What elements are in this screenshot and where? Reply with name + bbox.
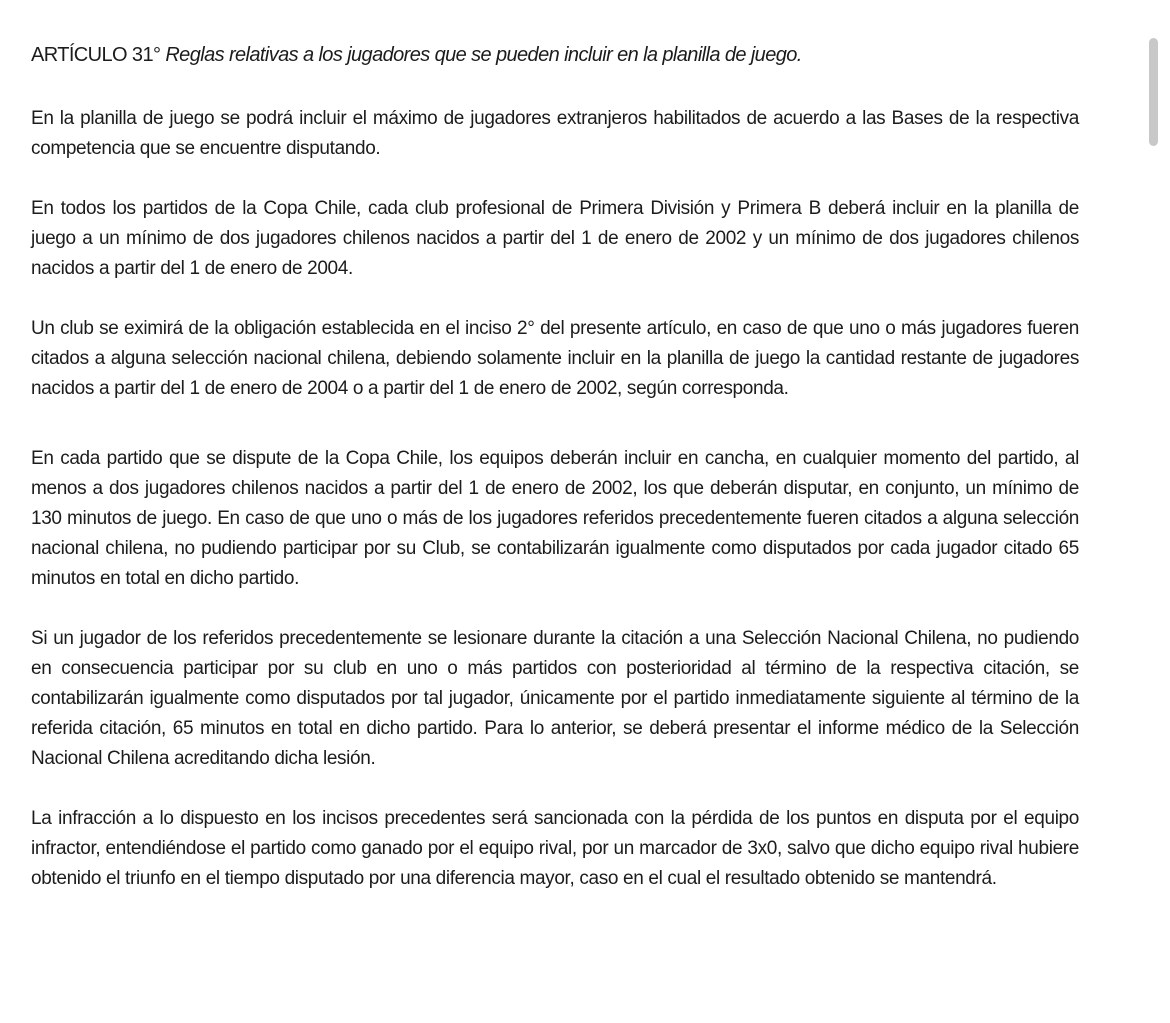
vertical-scrollbar-thumb[interactable] (1149, 38, 1158, 146)
paragraph-2: En todos los partidos de la Copa Chile, cada club profesional de Primera División y Primera B deberá incluir en la planilla de juego a un mínimo de dos jugadores chilenos nacidos a partir del 1 de enero de 2002 y un mínimo de dos jugadores chilenos nacidos a partir del 1 de enero de 2004. (31, 198, 1079, 279)
paragraph-5: Si un jugador de los referidos precedentemente se lesionare durante la citación a una Selección Nacional Chilena, no pudiendo en consecuencia participar por su club en uno o más partidos con posterioridad al término de la respectiva citación, se contabilizarán igualmente como disputados por tal jugador, únicamente por el partido inmediatamente siguiente al término de la referida citación, 65 minutos en total en dicho partido. Para lo anterior, se deberá presentar el informe médico de la Selección Nacional Chilena acreditando dicha lesión. (31, 628, 1079, 769)
paragraph-6: La infracción a lo dispuesto en los incisos precedentes será sancionada con la pérdida de los puntos en disputa por el equipo infractor, entendiéndose el partido como ganado por el equipo rival, por un marcador de 3x0, salvo que dicho equipo rival hubiere obtenido el triunfo en el tiempo disputado por una diferencia mayor, caso en el cual el resultado obtenido se mantendrá. (31, 808, 1079, 889)
article-number: ARTÍCULO 31° (31, 44, 161, 66)
document-page (31, 40, 1079, 924)
paragraph-4: En cada partido que se dispute de la Copa Chile, los equipos deberán incluir en cancha, en cualquier momento del partido, al menos a dos jugadores chilenos nacidos a partir del 1 de enero de 2002, los que deberán disputar, en conjunto, un mínimo de 130 minutos de juego. En caso de que uno o más de los jugadores referidos precedentemente fueren citados a alguna selección nacional chilena, no pudiendo participar por su Club, se contabilizarán igualmente como disputados por cada jugador citado 65 minutos en total en dicho partido. (31, 448, 1079, 589)
article-title: Reglas relativas a los jugadores que se pueden incluir en la planilla de juego. (165, 44, 802, 66)
article-heading (31, 40, 1079, 70)
paragraph-3: Un club se eximirá de la obligación establecida en el inciso 2° del presente artículo, en caso de que uno o más jugadores fueren citados a alguna selección nacional chilena, debiendo solamente incluir en la planilla de juego la cantidad restante de jugadores nacidos a partir del 1 de enero de 2004 o a partir del 1 de enero de 2002, según corresponda. (31, 318, 1079, 399)
paragraph-1: En la planilla de juego se podrá incluir el máximo de jugadores extranjeros habilitados de acuerdo a las Bases de la respectiva competencia que se encuentre disputando. (31, 108, 1079, 159)
